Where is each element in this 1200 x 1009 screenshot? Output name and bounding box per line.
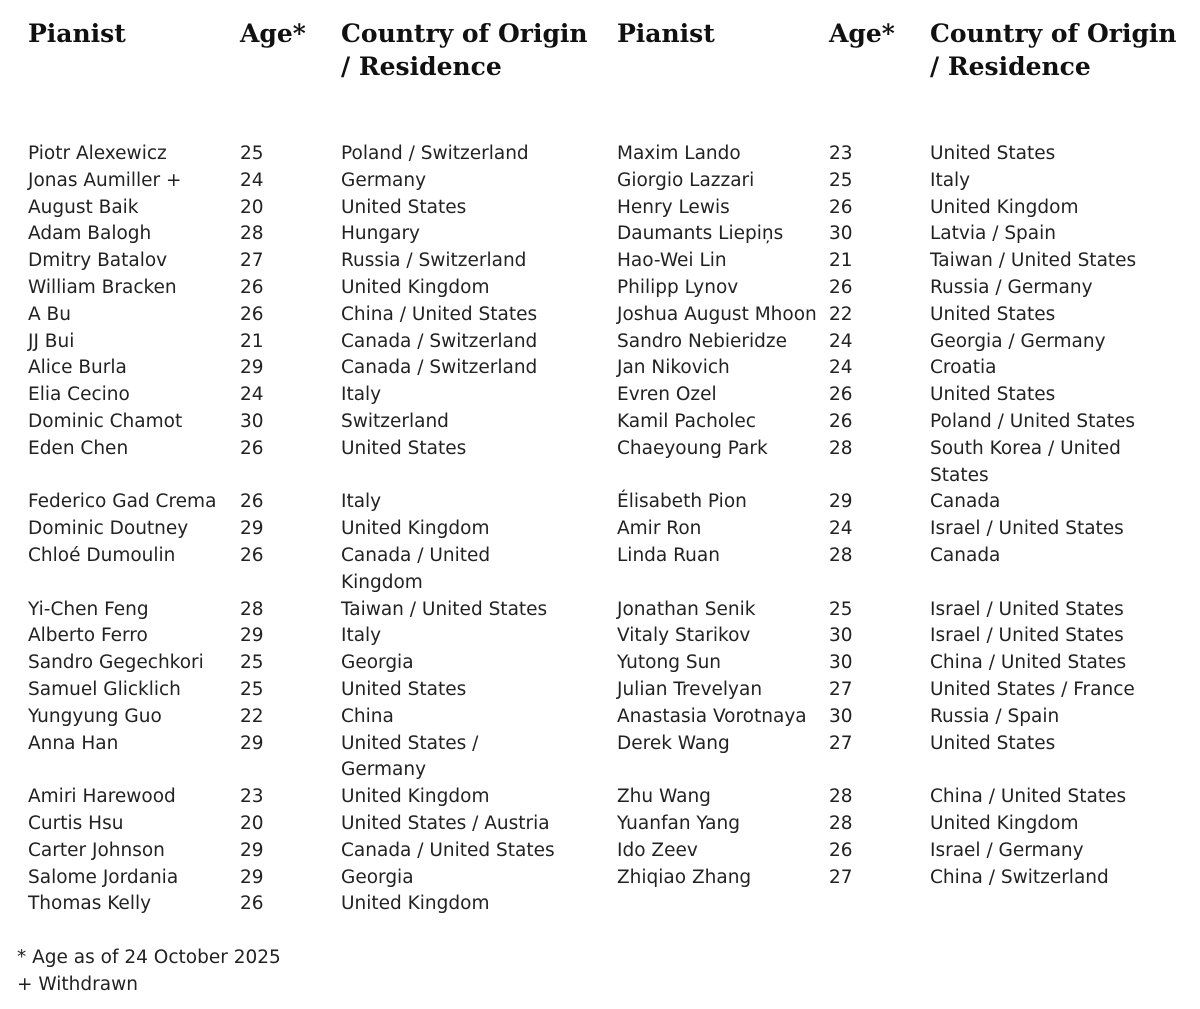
pianist-name: Alberto Ferro	[28, 625, 148, 647]
pianist-age: 26	[829, 276, 853, 298]
pianist-country: Russia / Spain	[930, 705, 1060, 727]
pianist-country: Latvia / Spain	[930, 223, 1057, 245]
pianist-age: 22	[240, 705, 264, 727]
pianist-country: Georgia	[341, 652, 414, 674]
pianist-age: 21	[240, 330, 264, 352]
pianist-age: 29	[240, 839, 264, 861]
pianist-name: Chloé Dumoulin	[28, 544, 176, 566]
pianist-country: Canada / Switzerland	[341, 330, 538, 352]
pianist-age: 24	[240, 169, 264, 191]
pianist-age: 27	[829, 866, 853, 888]
pianist-name: Henry Lewis	[617, 196, 730, 218]
pianist-country: Canada / Switzerland	[341, 357, 538, 379]
pianist-name: Elia Cecino	[28, 384, 130, 406]
pianist-country: United Kingdom	[341, 518, 490, 540]
pianist-name: Yuanfan Yang	[617, 812, 740, 834]
pianist-name: Anastasia Vorotnaya	[617, 705, 807, 727]
pianist-country: United States	[930, 143, 1056, 164]
pianist-name: Alice Burla	[28, 357, 127, 379]
pianist-country: Russia / Germany	[930, 276, 1093, 298]
pianist-country: Italy	[341, 491, 382, 513]
pianist-name: Sandro Nebieridze	[617, 330, 788, 352]
pianist-country: China / Switzerland	[930, 866, 1109, 888]
pianist-name: Hao-Wei Lin	[617, 250, 727, 272]
pianist-name: Evren Ozel	[617, 384, 717, 406]
pianist-name: Yungyung Guo	[28, 705, 162, 727]
pianist-age: 26	[240, 276, 264, 298]
pianist-country: United Kingdom	[341, 893, 490, 915]
pianist-age: 30	[829, 705, 853, 727]
pianist-name: Eden Chen	[28, 437, 129, 459]
pianist-country: China / United States	[930, 786, 1127, 808]
pianist-age: 23	[240, 786, 264, 808]
pianist-country: Italy	[341, 384, 382, 406]
pianist-country: United States	[930, 384, 1056, 406]
pianist-country: United States	[930, 732, 1056, 754]
pianist-name: Anna Han	[28, 732, 119, 754]
pianist-age: 30	[829, 652, 853, 674]
pianist-age: 20	[240, 196, 264, 218]
pianist-country: Germany	[341, 169, 427, 191]
pianist-age: 20	[240, 812, 264, 834]
pianist-country: United States / Austria	[341, 812, 550, 834]
pianist-age: 28	[829, 812, 853, 834]
header-country: Country of Origin / Residence	[930, 19, 1177, 81]
pianist-name: Dominic Doutney	[28, 518, 189, 540]
header-age: Age*	[240, 19, 306, 48]
pianist-country: United States / France	[930, 678, 1135, 700]
withdrawn-footnote: + Withdrawn	[17, 973, 138, 995]
pianist-age: 26	[240, 491, 264, 513]
pianist-country: China / United States	[930, 652, 1127, 674]
pianist-age: 24	[829, 518, 853, 540]
pianist-name: Linda Ruan	[617, 544, 720, 566]
pianist-name: Kamil Pacholec	[617, 410, 756, 432]
pianist-age: 25	[829, 598, 853, 620]
pianist-name: Julian Trevelyan	[617, 678, 763, 700]
header-pianist: Pianist	[28, 19, 126, 48]
pianist-country: Hungary	[341, 223, 420, 245]
pianist-age: 24	[240, 384, 264, 406]
pianist-name: Yi-Chen Feng	[28, 598, 149, 620]
pianist-country: United Kingdom	[930, 196, 1079, 218]
pianist-age: 28	[240, 598, 264, 620]
pianist-name: Yutong Sun	[617, 652, 722, 674]
pianist-name: Philipp Lynov	[617, 276, 739, 298]
pianist-country: Georgia / Germany	[930, 330, 1106, 352]
pianist-name: Curtis Hsu	[28, 812, 124, 834]
pianist-age: 28	[829, 544, 853, 566]
pianist-country: Georgia	[341, 866, 414, 888]
footnotes	[17, 945, 281, 999]
pianist-country: Israel / United States	[930, 598, 1124, 620]
pianist-name: Derek Wang	[617, 732, 730, 754]
pianist-name: August Baik	[28, 196, 139, 218]
pianist-age: 30	[829, 625, 853, 647]
pianist-country: Israel / United States	[930, 625, 1124, 647]
pianist-country: Croatia	[930, 357, 997, 379]
pianist-country: Italy	[930, 169, 971, 191]
pianist-name: Amir Ron	[617, 518, 702, 540]
pianist-name: Zhiqiao Zhang	[617, 866, 752, 888]
pianist-name: Piotr Alexewicz	[28, 143, 167, 164]
pianist-country: Poland / United States	[930, 410, 1136, 432]
pianist-name: JJ Bui	[28, 330, 75, 352]
pianist-name: Ido Zeev	[617, 839, 698, 861]
pianist-country: Canada / United States	[341, 839, 555, 861]
pianist-age: 26	[240, 437, 264, 459]
pianist-age: 29	[829, 491, 853, 513]
pianist-name: Dmitry Batalov	[28, 250, 168, 272]
pianist-country: China / United States	[341, 303, 538, 325]
pianist-age: 29	[240, 732, 264, 754]
pianist-age: 30	[829, 223, 853, 245]
pianist-age: 27	[829, 732, 853, 754]
pianist-name: Élisabeth Pion	[617, 491, 747, 513]
pianist-name: Joshua August Mhoon	[617, 303, 817, 325]
pianist-name: Sandro Gegechkori	[28, 652, 204, 674]
pianist-age: 25	[829, 169, 853, 191]
pianist-age: 28	[240, 223, 264, 245]
pianist-country: Taiwan / United States	[341, 598, 548, 620]
pianist-name: Jonas Aumiller +	[28, 169, 182, 191]
pianist-country: Italy	[341, 625, 382, 647]
pianist-name: Samuel Glicklich	[28, 678, 181, 700]
pianist-country: United Kingdom	[341, 786, 490, 808]
pianist-age: 26	[240, 303, 264, 325]
pianist-age: 22	[829, 303, 853, 325]
pianist-name: Carter Johnson	[28, 839, 165, 861]
pianist-country: China	[341, 705, 394, 727]
pianist-age: 26	[240, 893, 264, 915]
pianist-name: William Bracken	[28, 276, 177, 298]
pianist-name: Vitaly Starikov	[617, 625, 751, 647]
pianist-age: 25	[240, 143, 264, 164]
pianist-age: 28	[829, 437, 853, 459]
pianist-country: Poland / Switzerland	[341, 143, 529, 164]
pianist-country: United Kingdom	[930, 812, 1079, 834]
pianist-name: Giorgio Lazzari	[617, 169, 755, 191]
pianist-age: 29	[240, 518, 264, 540]
age-footnote: * Age as of 24 October 2025	[17, 947, 281, 968]
header-age: Age*	[829, 19, 895, 48]
pianist-age: 25	[240, 678, 264, 700]
pianist-name: Zhu Wang	[617, 786, 711, 808]
pianist-age: 30	[240, 410, 264, 432]
pianist-name: Adam Balogh	[28, 223, 152, 245]
pianist-name: Thomas Kelly	[28, 893, 152, 915]
pianist-country: Israel / United States	[930, 518, 1124, 540]
pianist-country: United Kingdom	[341, 276, 490, 298]
pianist-age: 25	[240, 652, 264, 674]
pianist-age: 23	[829, 143, 853, 164]
pianist-age: 26	[829, 410, 853, 432]
pianist-age: 27	[829, 678, 853, 700]
pianist-country: Canada / United Kingdom	[341, 544, 491, 593]
pianist-name: A Bu	[28, 303, 71, 325]
pianist-country: United States / Germany	[341, 732, 479, 781]
pianist-age: 24	[829, 357, 853, 379]
pianist-name: Chaeyoung Park	[617, 437, 768, 459]
pianist-age: 24	[829, 330, 853, 352]
pianist-name: Amiri Harewood	[28, 786, 176, 808]
header-pianist: Pianist	[617, 19, 715, 48]
pianist-country: Russia / Switzerland	[341, 250, 527, 272]
pianist-name: Salome Jordania	[28, 866, 179, 888]
pianist-age: 26	[829, 384, 853, 406]
pianist-country: United States	[930, 303, 1056, 325]
pianist-country: Canada	[930, 544, 1001, 566]
pianist-age: 26	[829, 196, 853, 218]
pianist-country: South Korea / United States	[930, 437, 1121, 486]
pianist-country: United States	[341, 678, 467, 700]
pianist-age: 26	[829, 839, 853, 861]
pianist-age: 28	[829, 786, 853, 808]
pianist-name: Jan Nikovich	[617, 357, 730, 379]
pianist-name: Dominic Chamot	[28, 410, 183, 432]
pianist-country: United States	[341, 196, 467, 218]
pianist-name: Daumants Liepiņs	[617, 223, 784, 245]
pianist-age: 29	[240, 625, 264, 647]
pianist-age: 27	[240, 250, 264, 272]
pianist-country: Canada	[930, 491, 1001, 513]
pianist-country: Israel / Germany	[930, 839, 1084, 861]
pianist-name: Jonathan Senik	[617, 598, 756, 620]
pianist-name: Maxim Lando	[617, 143, 741, 164]
pianist-age: 26	[240, 544, 264, 566]
pianist-country: Taiwan / United States	[930, 250, 1137, 272]
pianist-country: Switzerland	[341, 410, 449, 432]
pianist-name: Federico Gad Crema	[28, 491, 217, 513]
pianist-age: 29	[240, 866, 264, 888]
header-country: Country of Origin / Residence	[341, 19, 588, 81]
pianist-age: 29	[240, 357, 264, 379]
pianist-country: United States	[341, 437, 467, 459]
pianist-age: 21	[829, 250, 853, 272]
